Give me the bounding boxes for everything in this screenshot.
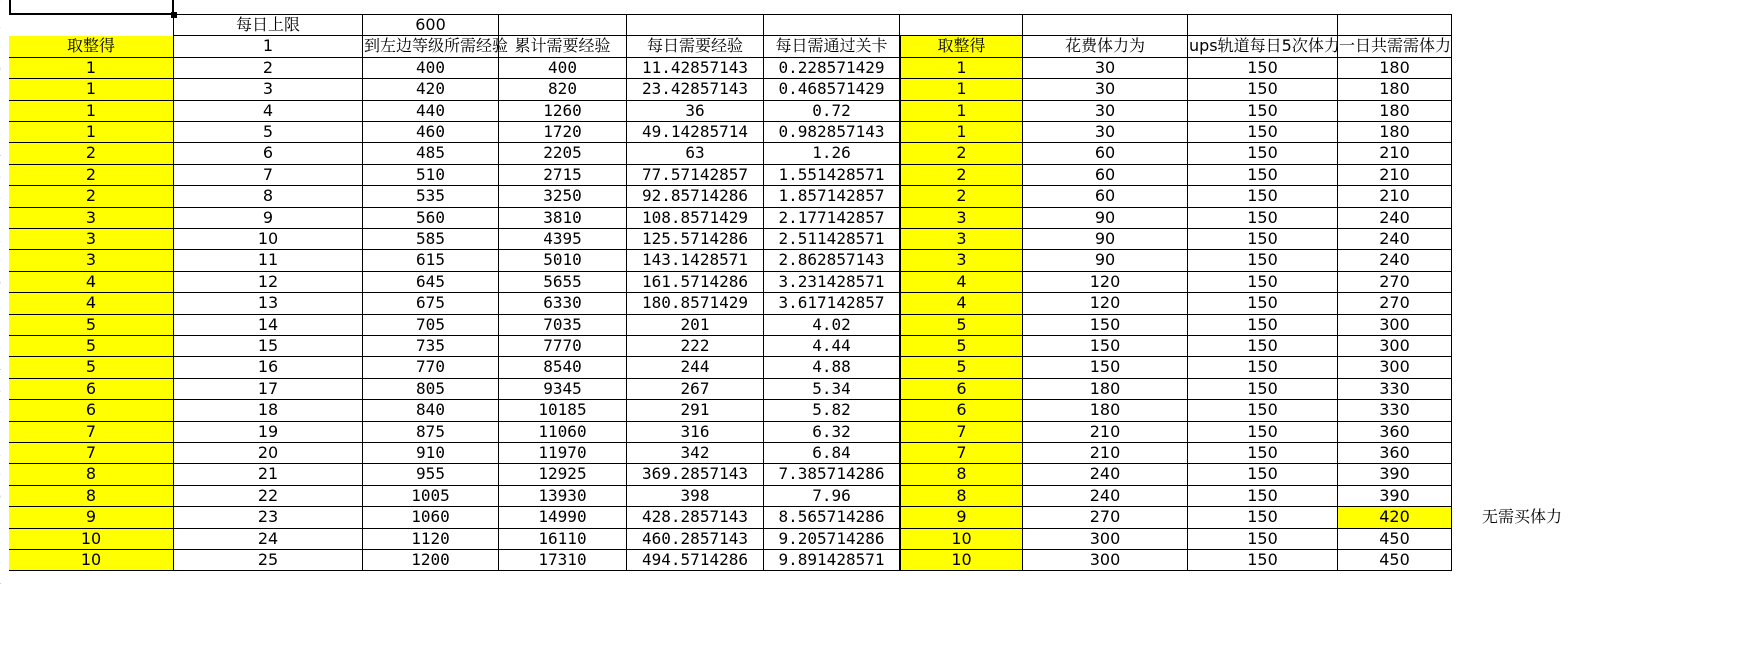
data-cell[interactable]: 150 — [1188, 357, 1338, 378]
empty-cell[interactable] — [764, 15, 900, 36]
data-cell[interactable]: 8 — [9, 486, 174, 507]
data-cell[interactable]: 3.617142857 — [764, 293, 900, 314]
row-number-header — [0, 0, 9, 662]
data-cell[interactable]: 150 — [1188, 250, 1338, 271]
data-cell[interactable]: 4.44 — [764, 336, 900, 357]
data-cell[interactable]: 150 — [1188, 464, 1338, 485]
data-cell[interactable]: 400 — [363, 58, 499, 79]
data-cell[interactable]: 25 — [174, 550, 363, 571]
data-cell[interactable]: 9.891428571 — [764, 550, 900, 571]
data-cell[interactable]: 5 — [9, 315, 174, 336]
data-cell[interactable]: 150 — [1188, 293, 1338, 314]
data-cell[interactable]: 125.5714286 — [627, 229, 764, 250]
data-cell[interactable]: 360 — [1338, 443, 1452, 464]
data-cell[interactable]: 1 — [900, 58, 1023, 79]
data-cell[interactable]: 1 — [9, 122, 174, 143]
empty-cell[interactable] — [1023, 15, 1188, 36]
data-cell[interactable]: 240 — [1023, 464, 1188, 485]
data-cell[interactable]: 24 — [174, 529, 363, 550]
data-cell[interactable]: 820 — [499, 79, 627, 100]
spreadsheet-grid[interactable] — [9, 0, 1761, 662]
data-cell[interactable]: 1005 — [363, 486, 499, 507]
data-cell[interactable]: 510 — [363, 165, 499, 186]
data-cell[interactable]: 150 — [1188, 379, 1338, 400]
data-cell[interactable]: 3810 — [499, 208, 627, 229]
data-cell[interactable]: 150 — [1188, 122, 1338, 143]
row-number[interactable] — [0, 276, 8, 290]
data-cell[interactable]: 485 — [363, 143, 499, 164]
row-number[interactable] — [0, 0, 8, 12]
data-cell[interactable]: 5.34 — [764, 379, 900, 400]
row-number[interactable] — [0, 169, 8, 183]
row-number[interactable] — [0, 340, 8, 354]
data-cell[interactable]: 535 — [363, 186, 499, 207]
data-cell[interactable]: 1120 — [363, 529, 499, 550]
data-cell[interactable]: 5 — [900, 336, 1023, 357]
data-cell[interactable]: 150 — [1188, 272, 1338, 293]
data-cell[interactable]: 400 — [499, 58, 627, 79]
data-cell[interactable]: 7 — [9, 422, 174, 443]
data-cell[interactable]: 150 — [1188, 229, 1338, 250]
row-number[interactable] — [0, 126, 8, 140]
data-cell[interactable]: 2 — [174, 58, 363, 79]
empty-cell[interactable] — [900, 15, 1023, 36]
data-cell[interactable]: 6 — [174, 143, 363, 164]
data-cell[interactable]: 63 — [627, 143, 764, 164]
data-cell[interactable]: 0.468571429 — [764, 79, 900, 100]
data-cell[interactable]: 705 — [363, 315, 499, 336]
data-cell[interactable]: 1 — [9, 79, 174, 100]
data-cell[interactable]: 1720 — [499, 122, 627, 143]
data-cell[interactable]: 398 — [627, 486, 764, 507]
data-cell[interactable]: 5010 — [499, 250, 627, 271]
data-cell[interactable]: 180 — [1338, 101, 1452, 122]
data-cell[interactable]: 14 — [174, 315, 363, 336]
data-cell[interactable]: 5.82 — [764, 400, 900, 421]
row-number[interactable] — [0, 62, 8, 76]
selected-cell[interactable] — [9, 0, 174, 15]
row-number[interactable] — [0, 83, 8, 97]
row-number[interactable] — [0, 233, 8, 247]
data-cell[interactable]: 300 — [1023, 550, 1188, 571]
data-cell[interactable]: 210 — [1338, 143, 1452, 164]
data-cell[interactable]: 22 — [174, 486, 363, 507]
data-cell[interactable]: 300 — [1338, 357, 1452, 378]
data-cell[interactable]: 428.2857143 — [627, 507, 764, 528]
data-cell[interactable]: 120 — [1023, 293, 1188, 314]
data-cell[interactable]: 5 — [9, 357, 174, 378]
data-cell[interactable]: 8540 — [499, 357, 627, 378]
empty-cell[interactable] — [499, 15, 627, 36]
data-cell[interactable]: 1.26 — [764, 143, 900, 164]
data-cell[interactable]: 270 — [1338, 272, 1452, 293]
data-cell[interactable]: 2 — [900, 143, 1023, 164]
row-number[interactable] — [0, 105, 8, 119]
data-cell[interactable]: 10 — [174, 229, 363, 250]
data-cell[interactable]: 8 — [9, 464, 174, 485]
data-cell[interactable]: 2205 — [499, 143, 627, 164]
data-cell[interactable]: 240 — [1338, 208, 1452, 229]
data-cell[interactable]: 5 — [174, 122, 363, 143]
header-cell-0[interactable]: 取整得 — [9, 36, 174, 57]
data-cell[interactable]: 10185 — [499, 400, 627, 421]
daily-limit-value[interactable]: 600 — [363, 15, 499, 36]
data-cell[interactable]: 13 — [174, 293, 363, 314]
data-cell[interactable]: 150 — [1188, 486, 1338, 507]
data-cell[interactable]: 8.565714286 — [764, 507, 900, 528]
data-cell[interactable]: 3250 — [499, 186, 627, 207]
data-cell[interactable]: 7 — [900, 422, 1023, 443]
data-cell[interactable]: 9345 — [499, 379, 627, 400]
data-cell[interactable]: 9 — [174, 208, 363, 229]
data-cell[interactable]: 21 — [174, 464, 363, 485]
data-cell[interactable]: 150 — [1188, 79, 1338, 100]
data-cell[interactable]: 9.205714286 — [764, 529, 900, 550]
data-cell[interactable]: 161.5714286 — [627, 272, 764, 293]
data-cell[interactable]: 4 — [900, 293, 1023, 314]
data-cell[interactable]: 9 — [900, 507, 1023, 528]
data-cell[interactable]: 6 — [9, 379, 174, 400]
data-cell[interactable]: 4.88 — [764, 357, 900, 378]
data-cell[interactable]: 30 — [1023, 58, 1188, 79]
data-cell[interactable]: 5655 — [499, 272, 627, 293]
data-cell[interactable]: 735 — [363, 336, 499, 357]
data-cell[interactable]: 180 — [1023, 400, 1188, 421]
data-cell[interactable]: 210 — [1338, 186, 1452, 207]
row-number[interactable] — [0, 575, 8, 589]
data-cell[interactable]: 17310 — [499, 550, 627, 571]
data-cell[interactable]: 150 — [1023, 336, 1188, 357]
data-cell[interactable]: 36 — [627, 101, 764, 122]
data-cell[interactable]: 7 — [9, 443, 174, 464]
data-cell[interactable]: 2 — [9, 143, 174, 164]
data-cell[interactable]: 0.982857143 — [764, 122, 900, 143]
data-cell[interactable]: 77.57142857 — [627, 165, 764, 186]
data-cell[interactable]: 390 — [1338, 486, 1452, 507]
data-cell[interactable]: 240 — [1338, 229, 1452, 250]
data-cell[interactable]: 7.385714286 — [764, 464, 900, 485]
header-cell-8[interactable]: ups轨道每日5次体力 — [1188, 36, 1338, 57]
data-cell[interactable]: 1 — [9, 58, 174, 79]
data-cell[interactable]: 11060 — [499, 422, 627, 443]
row-number[interactable] — [0, 319, 8, 333]
data-cell[interactable]: 180 — [1338, 58, 1452, 79]
data-cell[interactable]: 23.42857143 — [627, 79, 764, 100]
data-cell[interactable]: 150 — [1188, 443, 1338, 464]
data-cell[interactable]: 180.8571429 — [627, 293, 764, 314]
data-cell[interactable]: 460.2857143 — [627, 529, 764, 550]
data-cell[interactable]: 240 — [1338, 250, 1452, 271]
data-cell[interactable]: 3 — [9, 229, 174, 250]
data-cell[interactable]: 6 — [900, 379, 1023, 400]
data-cell[interactable]: 420 — [363, 79, 499, 100]
data-cell[interactable]: 1.857142857 — [764, 186, 900, 207]
data-cell[interactable]: 60 — [1023, 165, 1188, 186]
data-cell[interactable]: 3 — [9, 250, 174, 271]
data-cell[interactable]: 90 — [1023, 229, 1188, 250]
data-cell[interactable]: 4 — [9, 293, 174, 314]
data-cell[interactable]: 11970 — [499, 443, 627, 464]
data-cell[interactable]: 49.14285714 — [627, 122, 764, 143]
data-cell[interactable]: 342 — [627, 443, 764, 464]
header-cell-2[interactable]: 到左边等级所需经验 — [363, 36, 499, 57]
data-cell[interactable]: 150 — [1188, 529, 1338, 550]
daily-limit-label[interactable]: 每日上限 — [174, 15, 363, 36]
row-number[interactable] — [0, 490, 8, 504]
data-cell[interactable]: 460 — [363, 122, 499, 143]
data-cell[interactable]: 150 — [1188, 550, 1338, 571]
data-cell[interactable]: 201 — [627, 315, 764, 336]
data-cell[interactable]: 8 — [900, 486, 1023, 507]
data-cell[interactable]: 16 — [174, 357, 363, 378]
data-cell[interactable]: 330 — [1338, 379, 1452, 400]
data-cell[interactable]: 0.228571429 — [764, 58, 900, 79]
data-cell[interactable]: 270 — [1023, 507, 1188, 528]
header-cell-9[interactable]: 一日共需需体力 — [1338, 36, 1452, 57]
data-cell[interactable]: 1260 — [499, 101, 627, 122]
data-cell[interactable]: 23 — [174, 507, 363, 528]
row-number[interactable] — [0, 468, 8, 482]
data-cell[interactable]: 210 — [1023, 443, 1188, 464]
data-cell[interactable]: 675 — [363, 293, 499, 314]
data-cell[interactable]: 300 — [1023, 529, 1188, 550]
data-cell[interactable]: 2.511428571 — [764, 229, 900, 250]
data-cell[interactable]: 6 — [900, 400, 1023, 421]
data-cell[interactable]: 1060 — [363, 507, 499, 528]
data-cell[interactable]: 1200 — [363, 550, 499, 571]
data-cell[interactable]: 150 — [1188, 143, 1338, 164]
data-cell[interactable]: 92.85714286 — [627, 186, 764, 207]
data-cell[interactable]: 840 — [363, 400, 499, 421]
header-cell-1[interactable]: 1 — [174, 36, 363, 57]
data-cell[interactable]: 2 — [9, 186, 174, 207]
data-cell[interactable]: 19 — [174, 422, 363, 443]
empty-cell[interactable] — [1188, 15, 1338, 36]
data-cell[interactable]: 150 — [1188, 58, 1338, 79]
data-cell[interactable]: 10 — [900, 529, 1023, 550]
data-cell[interactable]: 6.32 — [764, 422, 900, 443]
data-cell[interactable]: 8 — [174, 186, 363, 207]
data-cell[interactable]: 300 — [1338, 315, 1452, 336]
data-cell[interactable]: 1 — [9, 101, 174, 122]
data-cell[interactable]: 108.8571429 — [627, 208, 764, 229]
data-cell[interactable]: 450 — [1338, 529, 1452, 550]
row-number[interactable] — [0, 212, 8, 226]
data-cell[interactable]: 90 — [1023, 250, 1188, 271]
data-cell[interactable]: 150 — [1188, 315, 1338, 336]
row-number[interactable] — [0, 404, 8, 418]
data-cell[interactable]: 7 — [900, 443, 1023, 464]
data-cell[interactable]: 8 — [900, 464, 1023, 485]
data-cell[interactable]: 3 — [900, 250, 1023, 271]
data-cell[interactable]: 150 — [1188, 165, 1338, 186]
data-cell[interactable]: 10 — [9, 550, 174, 571]
data-cell[interactable]: 2.177142857 — [764, 208, 900, 229]
row-number[interactable] — [0, 554, 8, 568]
data-cell[interactable]: 210 — [1338, 165, 1452, 186]
data-cell[interactable]: 7035 — [499, 315, 627, 336]
header-cell-5[interactable]: 每日需通过关卡 — [764, 36, 900, 57]
data-cell[interactable]: 180 — [1338, 79, 1452, 100]
data-cell[interactable]: 369.2857143 — [627, 464, 764, 485]
data-cell[interactable]: 6330 — [499, 293, 627, 314]
row-number[interactable] — [0, 383, 8, 397]
data-cell[interactable]: 30 — [1023, 79, 1188, 100]
data-cell[interactable]: 222 — [627, 336, 764, 357]
data-cell[interactable]: 9 — [9, 507, 174, 528]
data-cell[interactable]: 150 — [1188, 422, 1338, 443]
data-cell[interactable]: 4.02 — [764, 315, 900, 336]
data-cell[interactable]: 875 — [363, 422, 499, 443]
data-cell[interactable]: 180 — [1338, 122, 1452, 143]
empty-cell[interactable] — [1338, 15, 1452, 36]
data-cell[interactable]: 20 — [174, 443, 363, 464]
data-cell[interactable]: 300 — [1338, 336, 1452, 357]
data-cell[interactable]: 7 — [174, 165, 363, 186]
data-cell[interactable]: 330 — [1338, 400, 1452, 421]
data-cell[interactable]: 2715 — [499, 165, 627, 186]
row-number[interactable] — [0, 190, 8, 204]
header-cell-3[interactable]: 累计需要经验 — [499, 36, 627, 57]
data-cell[interactable]: 645 — [363, 272, 499, 293]
data-cell[interactable]: 3 — [174, 79, 363, 100]
data-cell[interactable]: 6 — [9, 400, 174, 421]
data-cell[interactable]: 143.1428571 — [627, 250, 764, 271]
data-cell[interactable]: 3 — [9, 208, 174, 229]
row-number[interactable] — [0, 361, 8, 375]
data-cell[interactable]: 291 — [627, 400, 764, 421]
data-cell[interactable]: 17 — [174, 379, 363, 400]
data-cell[interactable]: 30 — [1023, 122, 1188, 143]
no-stamina-purchase-note: 无需买体力 — [1481, 507, 1562, 527]
data-cell[interactable]: 615 — [363, 250, 499, 271]
data-cell[interactable]: 3 — [900, 229, 1023, 250]
data-cell[interactable]: 3.231428571 — [764, 272, 900, 293]
data-cell[interactable]: 3 — [900, 208, 1023, 229]
row-number[interactable] — [0, 254, 8, 268]
data-cell[interactable]: 10 — [900, 550, 1023, 571]
data-cell[interactable]: 316 — [627, 422, 764, 443]
data-cell[interactable]: 560 — [363, 208, 499, 229]
data-cell[interactable]: 4395 — [499, 229, 627, 250]
row-number[interactable] — [0, 297, 8, 311]
row-number[interactable] — [0, 426, 8, 440]
data-cell[interactable]: 150 — [1188, 507, 1338, 528]
data-cell[interactable]: 1.551428571 — [764, 165, 900, 186]
data-cell[interactable]: 585 — [363, 229, 499, 250]
empty-cell[interactable] — [627, 15, 764, 36]
row-number[interactable] — [0, 40, 8, 54]
data-cell[interactable]: 910 — [363, 443, 499, 464]
data-cell[interactable]: 450 — [1338, 550, 1452, 571]
row-number[interactable] — [0, 533, 8, 547]
data-cell[interactable]: 7.96 — [764, 486, 900, 507]
data-cell[interactable]: 1 — [900, 101, 1023, 122]
row-number[interactable] — [0, 147, 8, 161]
data-cell[interactable]: 2.862857143 — [764, 250, 900, 271]
data-cell[interactable]: 10 — [9, 529, 174, 550]
data-cell[interactable]: 770 — [363, 357, 499, 378]
data-cell[interactable]: 150 — [1188, 101, 1338, 122]
data-cell[interactable]: 2 — [900, 165, 1023, 186]
data-cell[interactable]: 494.5714286 — [627, 550, 764, 571]
data-cell[interactable]: 244 — [627, 357, 764, 378]
data-cell[interactable]: 150 — [1188, 186, 1338, 207]
data-cell[interactable]: 7770 — [499, 336, 627, 357]
data-cell[interactable]: 150 — [1188, 208, 1338, 229]
data-cell[interactable]: 1 — [900, 122, 1023, 143]
data-cell[interactable]: 150 — [1188, 336, 1338, 357]
row-number[interactable] — [0, 447, 8, 461]
data-cell[interactable]: 150 — [1188, 400, 1338, 421]
header-cell-7[interactable]: 花费体力为 — [1023, 36, 1188, 57]
data-cell[interactable]: 805 — [363, 379, 499, 400]
header-cell-4[interactable]: 每日需要经验 — [627, 36, 764, 57]
data-cell[interactable]: 14990 — [499, 507, 627, 528]
data-cell[interactable]: 150 — [1023, 357, 1188, 378]
data-cell[interactable]: 30 — [1023, 101, 1188, 122]
data-cell[interactable]: 270 — [1338, 293, 1452, 314]
data-cell[interactable]: 18 — [174, 400, 363, 421]
header-cell-6[interactable]: 取整得 — [900, 36, 1023, 57]
grid-top-border — [174, 14, 1452, 15]
data-cell[interactable]: 60 — [1023, 186, 1188, 207]
data-cell[interactable]: 150 — [1023, 315, 1188, 336]
data-cell[interactable]: 11.42857143 — [627, 58, 764, 79]
row-number[interactable] — [0, 19, 8, 33]
data-cell[interactable]: 4 — [174, 101, 363, 122]
data-cell[interactable]: 267 — [627, 379, 764, 400]
data-cell[interactable]: 16110 — [499, 529, 627, 550]
data-cell[interactable]: 15 — [174, 336, 363, 357]
data-cell[interactable]: 90 — [1023, 208, 1188, 229]
data-cell[interactable]: 0.72 — [764, 101, 900, 122]
data-cell[interactable]: 5 — [900, 357, 1023, 378]
data-cell[interactable]: 5 — [9, 336, 174, 357]
data-cell[interactable]: 120 — [1023, 272, 1188, 293]
data-cell[interactable]: 1 — [900, 79, 1023, 100]
data-cell[interactable]: 60 — [1023, 143, 1188, 164]
data-cell[interactable]: 360 — [1338, 422, 1452, 443]
data-cell[interactable]: 2 — [9, 165, 174, 186]
row-number[interactable] — [0, 511, 8, 525]
data-cell[interactable]: 6.84 — [764, 443, 900, 464]
data-cell[interactable]: 4 — [900, 272, 1023, 293]
data-cell[interactable]: 240 — [1023, 486, 1188, 507]
data-cell[interactable]: 5 — [900, 315, 1023, 336]
data-cell[interactable]: 390 — [1338, 464, 1452, 485]
data-cell[interactable]: 4 — [9, 272, 174, 293]
data-cell[interactable]: 210 — [1023, 422, 1188, 443]
data-cell[interactable]: 13930 — [499, 486, 627, 507]
data-cell[interactable]: 955 — [363, 464, 499, 485]
data-cell[interactable]: 2 — [900, 186, 1023, 207]
data-cell[interactable]: 11 — [174, 250, 363, 271]
data-cell[interactable]: 180 — [1023, 379, 1188, 400]
data-cell[interactable]: 12 — [174, 272, 363, 293]
data-cell[interactable]: 420 — [1338, 507, 1452, 528]
data-cell[interactable]: 440 — [363, 101, 499, 122]
data-cell[interactable]: 12925 — [499, 464, 627, 485]
